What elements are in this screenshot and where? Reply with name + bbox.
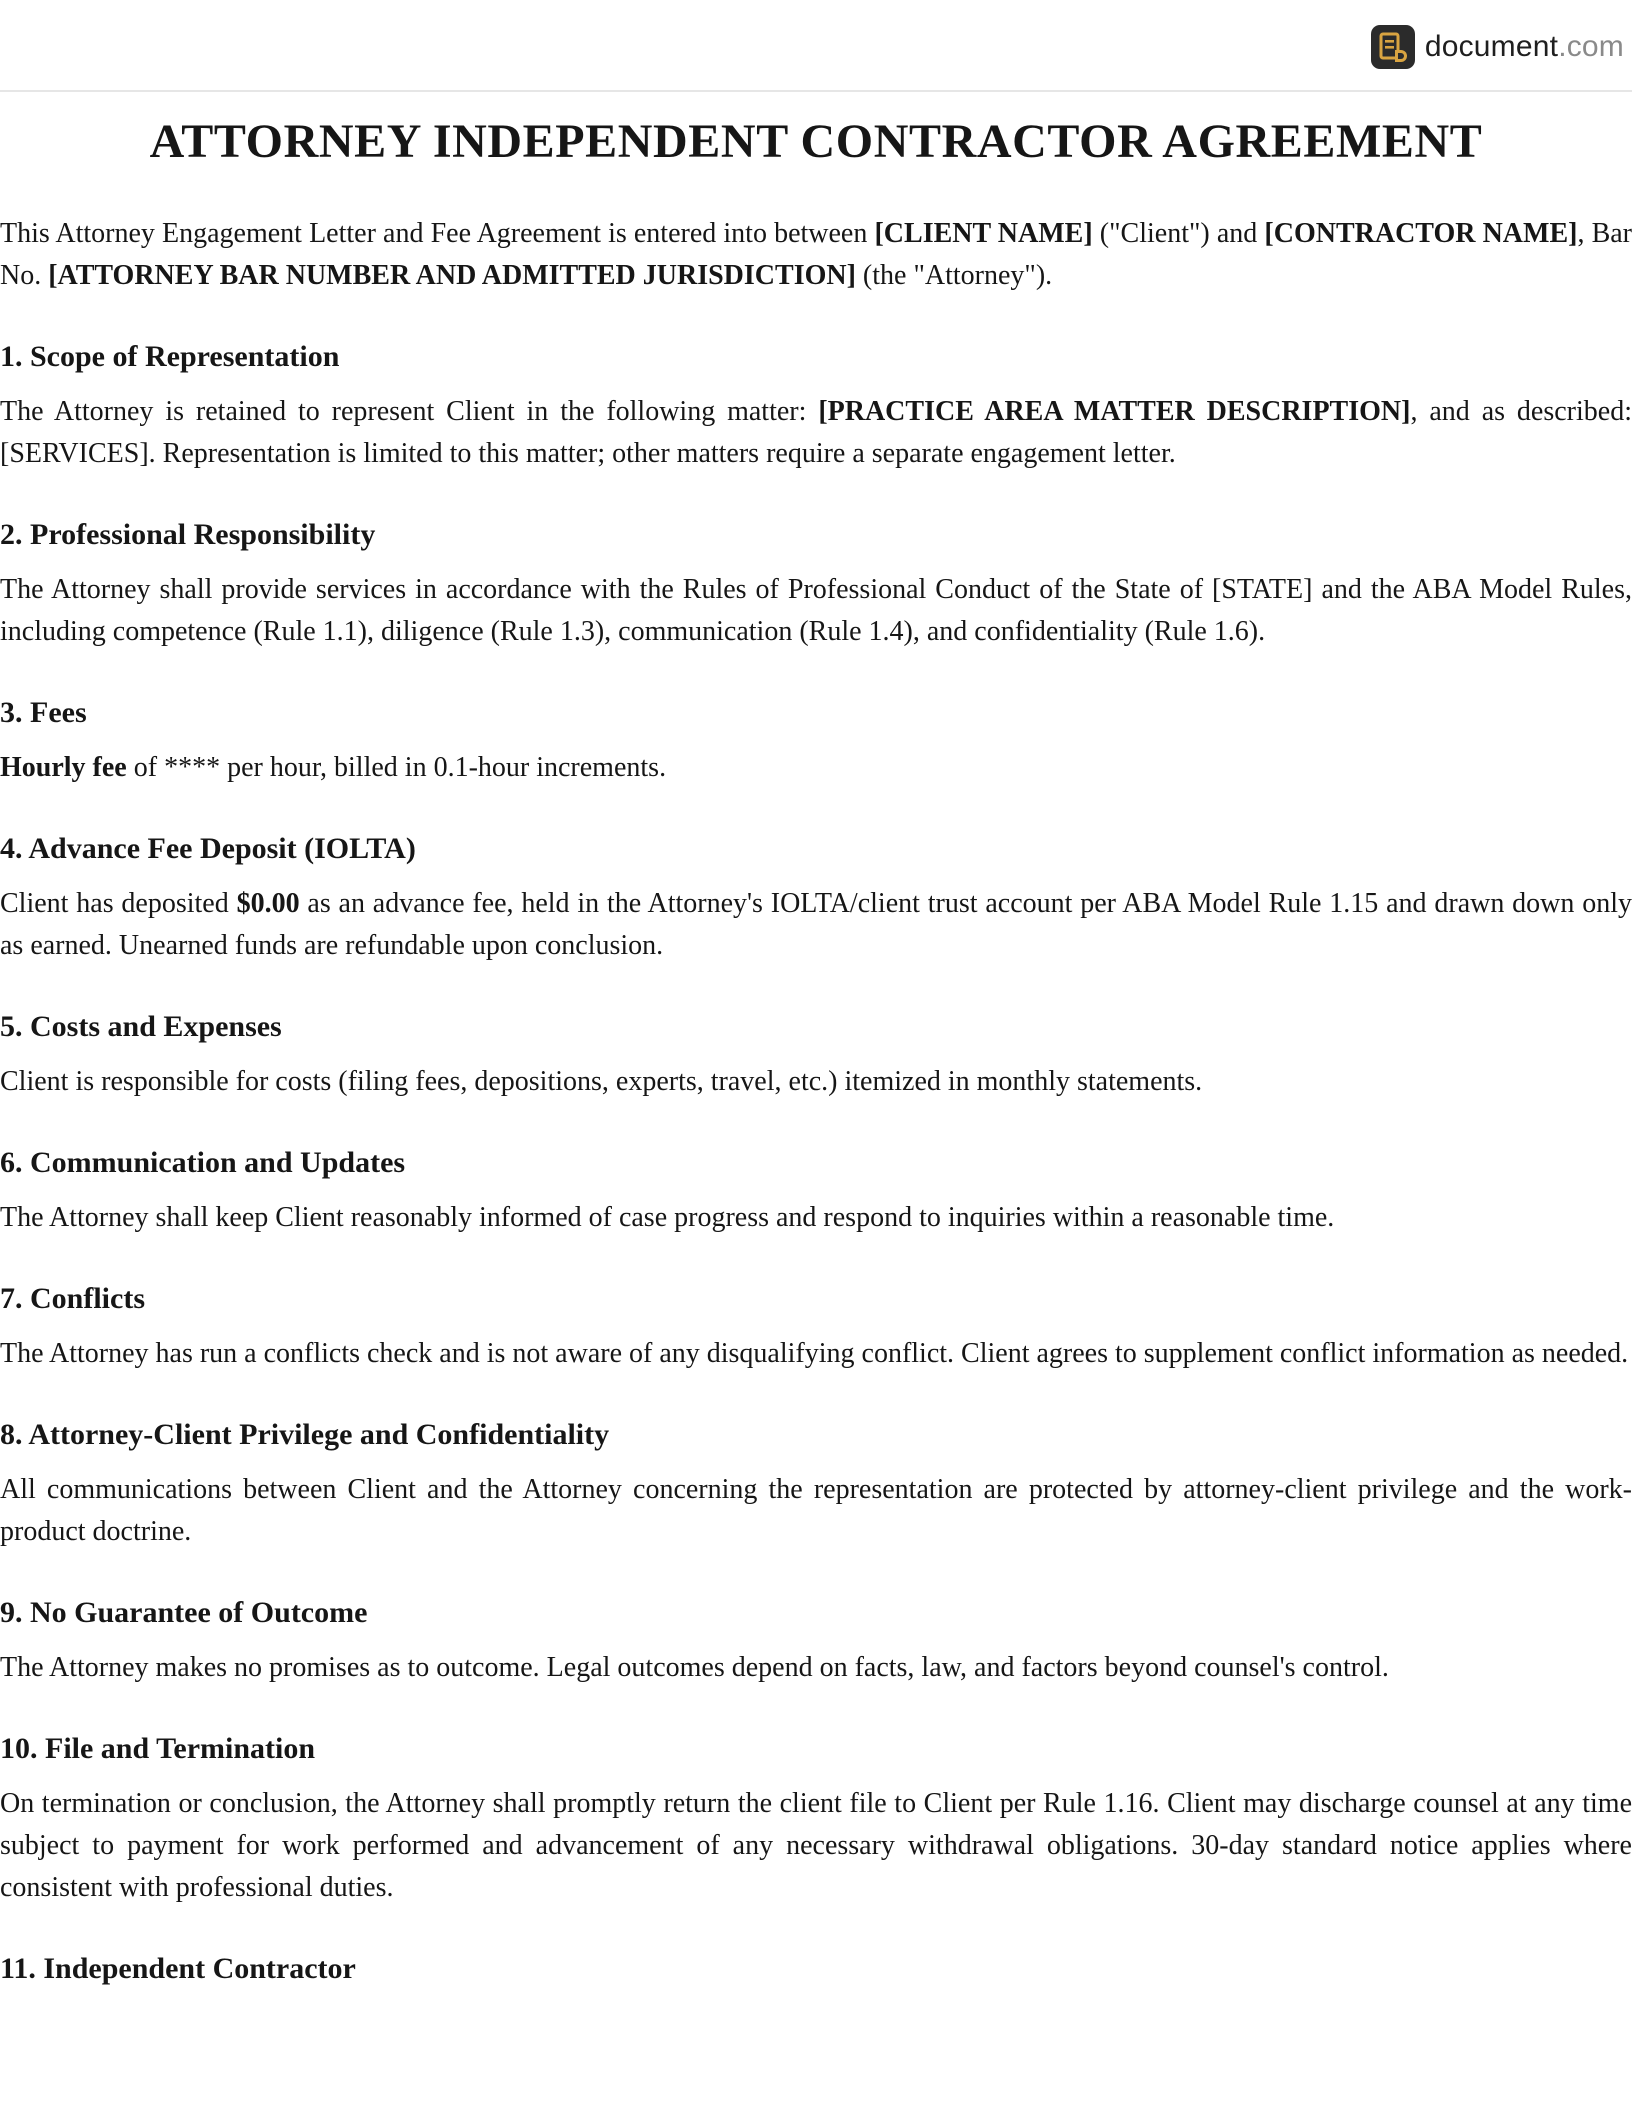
hourly-fee-label: Hourly fee <box>0 752 127 784</box>
section-text: On termination or conclusion, the Attorney shall promptly return the client file to Client per Rule 1.16. Client may discharge counsel at any time subject to payment for work performed and advancement of any necessary withdrawal obligations. 30-day standard notice applies where consistent with professional duties. <box>0 1788 1632 1904</box>
bar-number-placeholder: [ATTORNEY BAR NUMBER AND ADMITTED JURISDICTION] <box>48 260 856 292</box>
document-body <box>0 92 1632 1987</box>
section-privilege-and-confidentiality <box>0 1417 1632 1553</box>
section-heading: 4. Advance Fee Deposit (IOLTA) <box>0 832 416 866</box>
intro-text-3: , Bar No. <box>0 218 1632 292</box>
section-text <box>0 747 1632 789</box>
intro-paragraph <box>0 213 1632 297</box>
section-heading: 7. Conflicts <box>0 1282 145 1316</box>
section-conflicts <box>0 1281 1632 1375</box>
section-text: The Attorney makes no promises as to outcome. Legal outcomes depend on facts, law, and factors beyond counsel's control. <box>0 1652 1389 1684</box>
section-text-part: The Attorney is retained to represent Client in the following matter: <box>0 396 819 428</box>
brand-tld: .com <box>1558 30 1624 63</box>
section-file-and-termination <box>0 1731 1632 1909</box>
intro-text-1: This Attorney Engagement Letter and Fee Agreement is entered into between <box>0 218 875 250</box>
contractor-name-placeholder: [CONTRACTOR NAME] <box>1264 218 1578 250</box>
section-text: All communications between Client and the Attorney concerning the representation are protected by attorney-client privilege and the work-product doctrine. <box>0 1474 1632 1548</box>
section-heading: 11. Independent Contractor <box>0 1952 356 1986</box>
section-heading: 1. Scope of Representation <box>0 340 340 374</box>
document-logo-icon <box>1371 25 1415 69</box>
section-fees <box>0 695 1632 789</box>
section-scope-of-representation <box>0 339 1632 475</box>
section-text-part: , and as described: [SERVICES]. Representation is limited to this matter; other matters require a separate engagement letter. <box>0 396 1632 470</box>
section-advance-fee-deposit <box>0 831 1632 967</box>
section-heading: 8. Attorney-Client Privilege and Confidentiality <box>0 1418 610 1452</box>
section-text: The Attorney has run a conflicts check and is not aware of any disqualifying conflict. Client agrees to supplement conflict information as needed. <box>0 1338 1629 1370</box>
section-heading: 5. Costs and Expenses <box>0 1010 282 1044</box>
section-communication-and-updates <box>0 1145 1632 1239</box>
section-independent-contractor <box>0 1951 1632 1987</box>
deposit-amount: $0.00 <box>236 888 300 920</box>
section-no-guarantee-of-outcome <box>0 1595 1632 1689</box>
section-heading: 10. File and Termination <box>0 1732 316 1766</box>
brand-name: document <box>1424 30 1559 63</box>
section-text: The Attorney shall keep Client reasonably informed of case progress and respond to inquiries within a reasonable time. <box>0 1202 1335 1234</box>
document-title: ATTORNEY INDEPENDENT CONTRACTOR AGREEMENT <box>149 115 1483 168</box>
section-text <box>0 883 1632 967</box>
section-text-part: as an advance fee, held in the Attorney's IOLTA/client trust account per ABA Model Rule 1.15 and drawn down only as earned. Unearned funds are refundable upon conclusion. <box>0 888 1632 962</box>
section-heading: 6. Communication and Updates <box>0 1146 406 1180</box>
section-costs-and-expenses <box>0 1009 1632 1103</box>
brand-wordmark <box>1425 25 1624 69</box>
section-text-part: of **** per hour, billed in 0.1-hour increments. <box>126 752 667 784</box>
section-heading: 3. Fees <box>0 696 87 730</box>
section-text <box>0 391 1632 475</box>
intro-text-4: (the "Attorney"). <box>855 260 1053 292</box>
brand-logo[interactable] <box>1371 24 1624 70</box>
matter-description-placeholder: [PRACTICE AREA MATTER DESCRIPTION] <box>818 396 1411 428</box>
section-heading: 2. Professional Responsibility <box>0 518 376 552</box>
section-text: The Attorney shall provide services in accordance with the Rules of Professional Conduct of the State of [STATE] and the ABA Model Rules, including competence (Rule 1.1), diligence (Rule 1.3), communication (Rule 1.4), and confidentiality (Rule 1.6). <box>0 574 1632 648</box>
top-bar <box>0 0 1632 92</box>
client-name-placeholder: [CLIENT NAME] <box>874 218 1093 250</box>
section-text: Client is responsible for costs (filing fees, depositions, experts, travel, etc.) itemized in monthly statements. <box>0 1066 1203 1098</box>
section-professional-responsibility <box>0 517 1632 653</box>
section-heading: 9. No Guarantee of Outcome <box>0 1596 368 1630</box>
section-text-part: Client has deposited <box>0 888 237 920</box>
intro-text-2: ("Client") and <box>1092 218 1265 250</box>
